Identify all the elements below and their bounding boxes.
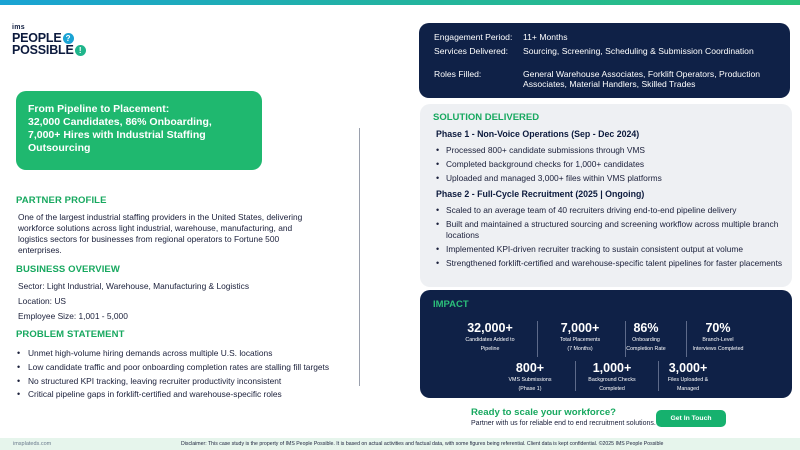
stat-caption: (Phase 1) — [518, 385, 542, 392]
get-in-touch-button[interactable]: Get In Touch — [656, 410, 726, 427]
stat-value: 800+ — [515, 361, 545, 375]
stat-caption: Managed — [676, 385, 700, 392]
problem-list — [16, 348, 351, 403]
sector-text: Sector: Light Industrial, Warehouse, Manufacturing & Logistics — [18, 281, 250, 291]
engagement-period-label: Engagement Period: — [434, 32, 513, 42]
stat-caption: Interviews Completed — [692, 345, 744, 352]
exclamation-mark-icon: ! — [75, 45, 86, 56]
stat-value: 32,000+ — [467, 321, 513, 335]
stat-caption: Background Checks — [588, 377, 636, 383]
ims-logo — [12, 24, 122, 56]
roles-label: Roles Filled: — [434, 69, 482, 79]
problem-item: • No structured KPI tracking, leaving recruiter productivity inconsistent — [16, 376, 351, 387]
logo-prefix: ims — [12, 24, 25, 31]
question-mark-icon: ? — [63, 33, 74, 44]
location-text: Location: US — [18, 296, 66, 306]
stat-value: 3,000+ — [668, 361, 708, 375]
cta-title: Ready to scale your workforce? — [471, 407, 617, 418]
impact-title: IMPACT — [433, 299, 469, 310]
stat-value: 70% — [705, 321, 731, 335]
impact-stat — [572, 361, 652, 392]
business-overview-title: BUSINESS OVERVIEW — [16, 264, 120, 275]
phase-2-item: • Strengthened forklift-certified and warehouse-specific talent pipelines for faster placements — [436, 258, 784, 269]
employee-size-text: Employee Size: 1,001 - 5,000 — [18, 311, 128, 321]
column-divider — [359, 128, 360, 386]
stat-caption: VMS Submissions — [508, 377, 552, 383]
phase-2-item: • Scaled to an average team of 40 recruiters driving end-to-end pipeline delivery — [436, 205, 784, 216]
phase-2-item: • Built and maintained a structured sourcing and screening workflow across multiple branch locations — [436, 219, 784, 240]
headline-line: From Pipeline to Placement: — [28, 103, 170, 115]
headline-line: Outsourcing — [28, 142, 91, 154]
website-link[interactable]: imsplateds.com — [13, 440, 52, 447]
problem-item: • Unmet high-volume hiring demands across multiple U.S. locations — [16, 348, 351, 359]
logo-line-2: POSSIBLE — [12, 43, 74, 57]
phase-2-list — [436, 205, 784, 272]
logo-line-1: PEOPLE — [12, 31, 62, 45]
partner-profile-text: One of the largest industrial staffing providers in the United States, delivering workforce solutions across light industrial, warehouse, manufacturing, and logistics sectors for businesses from regional operators to Fortune 500 enterprises. — [18, 212, 303, 255]
cta-subtitle: Partner with us for reliable end to end recruitment solutions. — [471, 420, 656, 427]
headline-box — [16, 91, 262, 170]
stat-caption: Completion Rate — [626, 345, 666, 352]
footer-bar — [0, 438, 800, 450]
stat-caption: (7 Months) — [567, 345, 593, 352]
phase-1-item: • Uploaded and managed 3,000+ files within VMS platforms — [436, 173, 784, 184]
impact-stat — [450, 321, 530, 352]
solution-title: SOLUTION DELIVERED — [433, 112, 540, 123]
disclaimer-text: Disclaimer: This case study is the property of IMS People Possible. It is based on actual activities and factual data, with some figures being referential. Client data is kept confidential. ©2025 IMS People Possible — [181, 440, 664, 447]
impact-card — [420, 290, 792, 398]
partner-profile-title: PARTNER PROFILE — [16, 195, 107, 206]
problem-statement-title: PROBLEM STATEMENT — [16, 329, 125, 340]
problem-item: • Low candidate traffic and poor onboarding completion rates are stalling fill targets — [16, 362, 351, 373]
phase-1-item: • Completed background checks for 1,000+ candidates — [436, 159, 784, 170]
stat-value: 86% — [633, 321, 659, 335]
headline-line: 32,000 Candidates, 86% Onboarding, — [28, 116, 212, 128]
engagement-card — [419, 23, 790, 98]
stat-caption: Branch-Level — [702, 337, 734, 343]
stat-caption: Pipeline — [480, 345, 500, 352]
stat-caption: Candidates Added to — [465, 337, 515, 343]
services-label: Services Delivered: — [434, 46, 509, 56]
phase-1-list — [436, 145, 784, 187]
engagement-period-value: 11+ Months — [523, 32, 568, 42]
phase-1-item: • Processed 800+ candidate submissions through VMS — [436, 145, 784, 156]
services-value: Sourcing, Screening, Scheduling & Submission Coordination — [523, 46, 754, 56]
phase-1-title: Phase 1 - Non-Voice Operations (Sep - Dec 2024) — [436, 129, 640, 139]
impact-stat — [648, 361, 728, 392]
stat-caption: Completed — [599, 385, 625, 392]
stat-caption: Files Uploaded & — [667, 377, 709, 383]
impact-stat — [490, 361, 570, 392]
impact-stat — [606, 321, 686, 352]
stat-value: 7,000+ — [560, 321, 600, 335]
stat-value: 1,000+ — [592, 361, 632, 375]
stat-caption: Total Placements — [559, 337, 601, 343]
impact-stat — [678, 321, 758, 352]
top-accent-bar — [0, 0, 800, 5]
stat-caption: Onboarding — [632, 337, 660, 343]
phase-2-title: Phase 2 - Full-Cycle Recruitment (2025 | Ongoing) — [436, 189, 645, 199]
problem-item: • Critical pipeline gaps in forklift-certified and warehouse-specific roles — [16, 389, 351, 400]
solution-card — [420, 104, 792, 287]
headline-line: 7,000+ Hires with Industrial Staffing — [28, 129, 206, 141]
roles-value: General Warehouse Associates, Forklift Operators, Production Associates, Material Handlers, Skilled Trades — [523, 69, 761, 89]
stat-separator — [537, 321, 538, 357]
phase-2-item: • Implemented KPI-driven recruiter tracking to sustain consistent output at volume — [436, 244, 784, 255]
